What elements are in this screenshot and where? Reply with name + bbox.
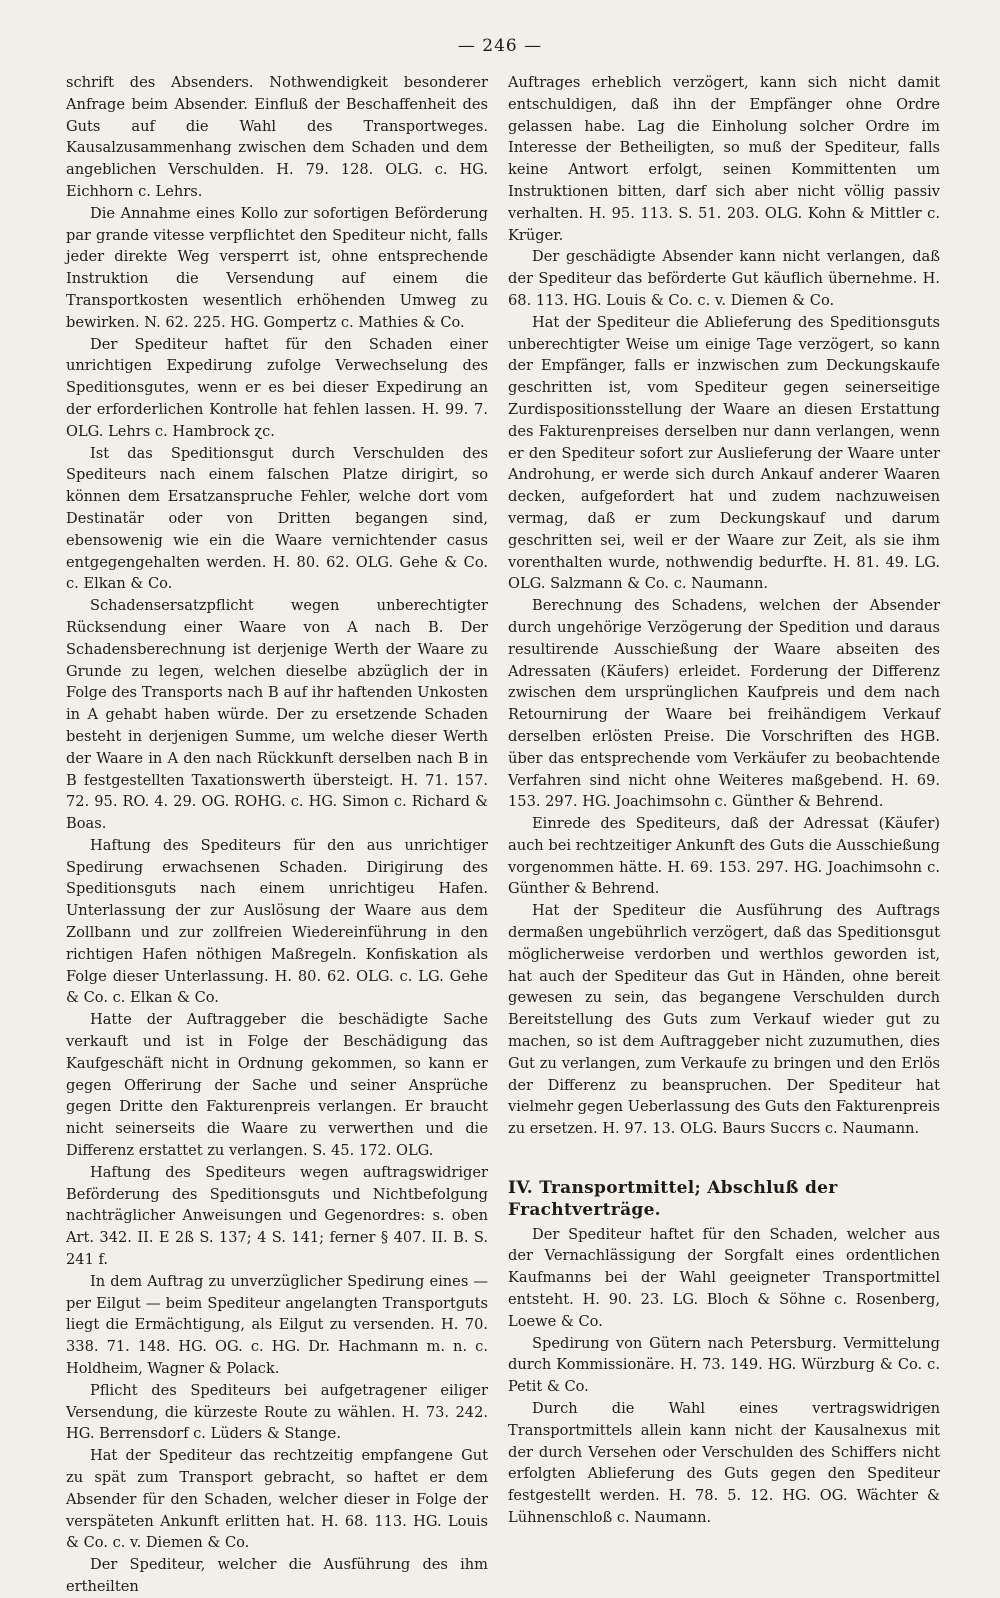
paragraph: Haftung des Spediteurs für den aus unrichtiger Spedirung erwachsenen Schaden. Dirigirung des Speditionsguts nach einem unrichtigeu Hafen. Unterlassung der zur Auslösung der Waare aus dem Zollbann und zur zollfreien Wiedereinführung in den richtigen Hafen nöthigen Maßregeln. Konfiskation als Folge dieser Unterlassung. H. 80. 62. OLG. c. LG. Gehe & Co. c. Elkan & Co.	[66, 836, 488, 1007]
paragraph: Auftrages erheblich verzögert, kann sich nicht damit entschuldigen, daß ihn der Empfänger ohne Ordre gelassen habe. Lag die Einholung solcher Ordre im Interesse der Betheiligten, so muß der Spediteur, falls keine Antwort erfolgt, seinen Kommittenten um Instruktionen bitten, darf sich aber nicht völlig passiv verhalten. H. 95. 113. S. 51. 203. OLG. Kohn & Mittler c. Krüger.	[508, 74, 940, 244]
paragraph: Hat der Spediteur das rechtzeitig empfangene Gut zu spät zum Transport gebracht, so haftet er dem Absender für den Schaden, welcher dieser in Folge der verspäteten Ankunft erlitten hat. H. 68. 113. HG. Louis & Co. c. v. Diemen & Co.	[66, 1447, 488, 1552]
paragraph: Der Spediteur haftet für den Schaden einer unrichtigen Expedirung zufolge Verwechselung des Speditionsgutes, wenn er es bei dieser Expedirung an der erforderlichen Kontrolle hat fehlen lassen. H. 99. 7. OLG. Lehrs c. Hambrock ɀc.	[66, 335, 488, 440]
paragraph: Pflicht des Spediteurs bei aufgetragener eiliger Versendung, die kürzeste Route zu wählen. H. 73. 242. HG. Berrensdorf c. Lüders & Stange.	[66, 1381, 488, 1443]
paragraph: Hat der Spediteur die Ausführung des Auftrags dermaßen ungebührlich verzögert, daß das Speditionsgut möglicherweise verdorben und werthlos geworden ist, hat auch der Spediteur das Gut in Händen, ohne bereit gewesen zu sein, das begangene Verschulden durch Bereitstellung des Guts zum Verkauf wieder gut zu machen, so ist dem Auftraggeber nicht zuzumuthen, dies Gut zu verlangen, zum Verkaufe zu bringen und den Erlös der Differenz zu beanspruchen. Der Spediteur hat vielmehr gegen Ueberlassung des Guts den Fakturenpreis zu ersetzen. H. 97. 13. OLG. Baurs Succrs c. Naumann.	[508, 902, 940, 1138]
paragraph: Der Spediteur haftet für den Schaden, welcher aus der Vernachlässigung der Sorgfalt eines ordentlichen Kaufmanns bei der Wahl geeigneter Transportmittel entsteht. H. 90. 23. LG. Bloch & Söhne c. Rosenberg, Loewe & Co.	[508, 1225, 940, 1330]
right-column	[508, 72, 940, 1529]
paragraph: In dem Auftrag zu unverzüglicher Spedirung eines — per Eilgut — beim Spediteur angelangten Transportguts liegt die Ermächtigung, als Eilgut zu versenden. H. 70. 338. 71. 148. HG. OG. c. HG. Dr. Hachmann m. n. c. Holdheim, Wagner & Polack.	[66, 1272, 488, 1378]
page-number: — 246 —	[457, 36, 543, 56]
paragraph: Die Annahme eines Kollo zur sofortigen Beförderung par grande vitesse verpflichtet den Spediteur nicht, falls jeder direkte Weg versperrt ist, ohne entsprechende Instruktion die Versendung auf einem die Transportkosten wesentlich erhöhenden Umweg zu bewirken. N. 62. 225. HG. Gompertz c. Mathies & Co.	[66, 204, 488, 331]
paragraph: Der geschädigte Absender kann nicht verlangen, daß der Spediteur das beförderte Gut käuflich übernehme. H. 68. 113. HG. Louis & Co. c. v. Diemen & Co.	[508, 248, 940, 309]
paragraph: Ist das Speditionsgut durch Verschulden des Spediteurs nach einem falschen Platze dirigirt, so können dem Ersatzanspruche Fehler, welche dort vom Destinatär oder von Dritten begangen sind, ebensowenig wie ein die Waare vernichtender casus entgegengehalten werden. H. 80. 62. OLG. Gehe & Co. c. Elkan & Co.	[66, 444, 488, 593]
paragraph: schrift des Absenders. Nothwendigkeit besonderer Anfrage beim Absender. Einfluß der Beschaffenheit des Guts auf die Wahl des Transportweges. Kausalzusammenhang zwischen dem Schaden und dem angeblichen Verschulden. H. 79. 128. OLG. c. HG. Eichhorn c. Lehrs.	[66, 74, 488, 200]
paragraph: Hat der Spediteur die Ablieferung des Speditionsguts unberechtigter Weise um einige Tage verzögert, so kann der Empfänger, falls er inzwischen zum Deckungskaufe geschritten ist, vom Spediteur gegen seinerseitige Zurdispositionsstellung der Waare an diesen Erstattung des Fakturenpreises derselben nur dann verlangen, wenn er den Spediteur sofort zur Auslieferung der Waare unter Androhung, er werde sich durch Ankauf anderer Waaren decken, aufgefordert hat und zudem nachzuweisen vermag, daß er zum Deckungskauf und darum geschritten sei, weil er der Waare zur Zeit, als sie ihm vorenthalten wurde, nothwendig bedurfte. H. 81. 49. LG. OLG. Salzmann & Co. c. Naumann.	[508, 313, 940, 593]
left-column	[66, 72, 488, 1598]
section-heading: IV. Transportmittel; Abschluß der Frachtverträge.	[508, 1178, 838, 1220]
paragraph: Spedirung von Gütern nach Petersburg. Vermittelung durch Kommissionäre. H. 73. 149. HG. Würzburg & Co. c. Petit & Co.	[508, 1334, 940, 1396]
paragraph: Durch die Wahl eines vertragswidrigen Transportmittels allein kann nicht der Kausalnexus mit der durch Versehen oder Verschulden des Schiffers nicht erfolgten Ablieferung des Guts gegen den Spediteur festgestellt werden. H. 78. 5. 12. HG. OG. Wächter & Lühnenschloß c. Naumann.	[508, 1400, 940, 1526]
paragraph: Der Spediteur, welcher die Ausführung des ihm ertheilten	[66, 1556, 488, 1595]
paragraph: Schadensersatzpflicht wegen unberechtigter Rücksendung einer Waare von A nach B. Der Schadensberechnung ist derjenige Werth der Waare zu Grunde zu legen, welchen dieselbe abzüglich der in Folge des Transports nach B auf ihr haftenden Unkosten in A gehabt haben würde. Der zu ersetzende Schaden besteht in derjenigen Summe, um welche dieser Werth der Waare in A den nach Rückkunft derselben nach B in B festgestellten Taxationswerth übersteigt. H. 71. 157. 72. 95. RO. 4. 29. OG. ROHG. c. HG. Simon c. Richard & Boas.	[66, 597, 488, 833]
paragraph: Hatte der Auftraggeber die beschädigte Sache verkauft und ist in Folge der Beschädigung das Kaufgeschäft nicht in Ordnung gekommen, so kann er gegen Offerirung der Sache und seiner Ansprüche gegen Dritte den Fakturenpreis verlangen. Er braucht nicht seinerseits die Waare zu verwerthen und die Differenz erstattet zu verlangen. S. 45. 172. OLG.	[66, 1011, 488, 1160]
paragraph: Haftung des Spediteurs wegen auftragswidriger Beförderung des Speditionsguts und Nichtbefolgung nachträglicher Anweisungen und Gegenordres: s. oben Art. 342. II. E 2ß S. 137; 4 S. 141; ferner § 407. II. B. S. 241 f.	[66, 1163, 488, 1269]
paragraph: Berechnung des Schadens, welchen der Absender durch ungehörige Verzögerung der Spedition und daraus resultirende Ausschießung der Waare abseiten des Adressaten (Käufers) erleidet. Forderung der Differenz zwischen dem ursprünglichen Kaufpreis und dem nach Retournirung der Waare bei freihändigem Verkauf derselben erlösten Preise. Die Vorschriften des HGB. über das entsprechende vom Verkäufer zu beobachtende Verfahren sind nicht ohne Weiteres maßgebend. H. 69. 153. 297. HG. Joachimsohn c. Günther & Behrend.	[508, 597, 940, 811]
paragraph: Einrede des Spediteurs, daß der Adressat (Käufer) auch bei rechtzeitiger Ankunft des Guts die Ausschießung vorgenommen hätte. H. 69. 153. 297. HG. Joachimsohn c. Günther & Behrend.	[508, 815, 940, 898]
